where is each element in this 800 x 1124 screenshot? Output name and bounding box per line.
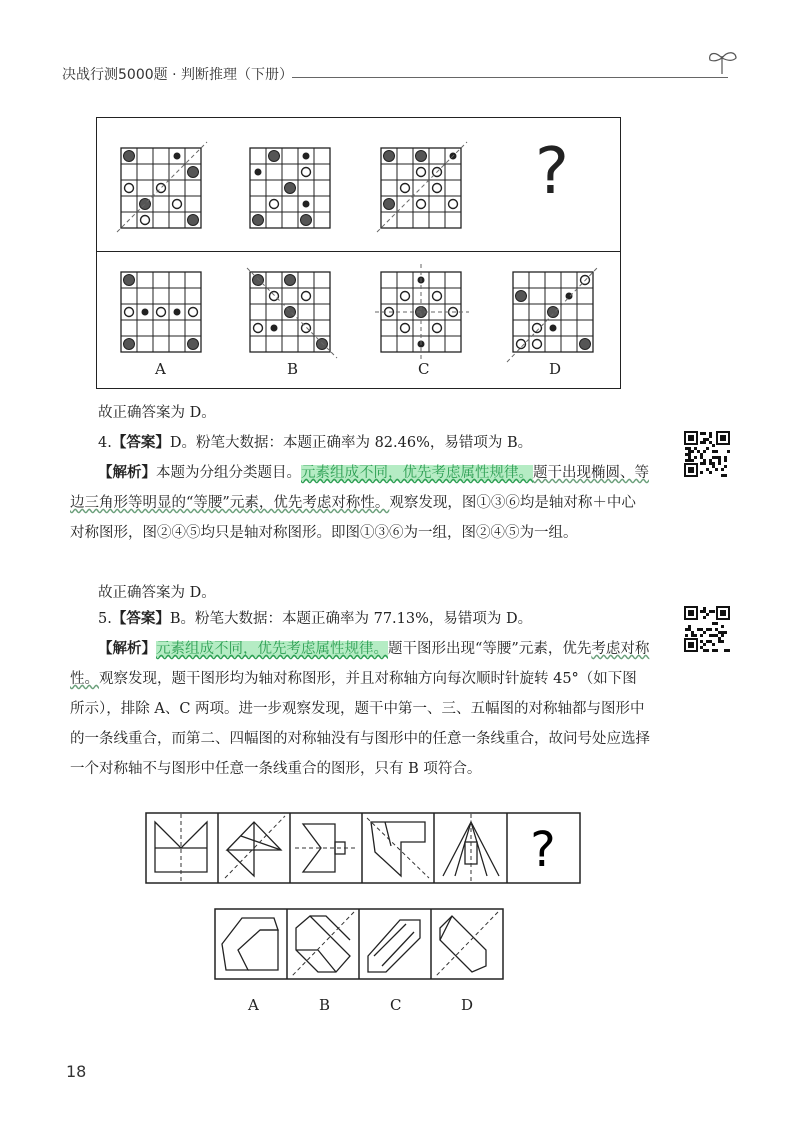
grid-figure bbox=[375, 264, 469, 360]
figure-question-3 bbox=[96, 117, 621, 389]
q4-analysis-3: 观察发现，图①③⑥均是轴对称＋中心对称图形，图②④⑤均只是轴对称图形。即图①③⑥为一组，图②④⑤为一组。 bbox=[70, 495, 636, 541]
q4-analysis-1: 本题为分组分类题目。 bbox=[156, 465, 301, 481]
header-rule bbox=[292, 77, 728, 78]
qr-code-icon[interactable] bbox=[683, 605, 731, 653]
question-mark: ? bbox=[535, 135, 569, 209]
grid-figure bbox=[117, 142, 207, 232]
q5-answer-tag: 【答案】 bbox=[111, 610, 170, 627]
qr-code-icon[interactable] bbox=[683, 430, 731, 478]
fig2-option-b: B bbox=[319, 996, 331, 1014]
fig2-option-d: D bbox=[461, 996, 474, 1014]
question-mark-2: ? bbox=[530, 822, 556, 878]
sprout-icon bbox=[704, 46, 744, 76]
q4-answer-tag: 【答案】 bbox=[111, 434, 170, 451]
figure-question-5-options bbox=[214, 908, 504, 980]
page-number: 18 bbox=[66, 1062, 87, 1081]
grid-figure bbox=[377, 142, 467, 232]
q5-answer-text: B。粉笔大数据：本题正确率为 77.13%，易错项为 D。 bbox=[169, 611, 533, 627]
q5-highlight: 元素组成不同，优先考虑属性规律。 bbox=[156, 641, 388, 657]
q4-answer bbox=[70, 428, 650, 458]
grid-figure bbox=[507, 268, 597, 362]
running-header: 决战行测5000题 · 判断推理（下册） bbox=[62, 67, 293, 83]
figure-divider bbox=[97, 251, 620, 252]
q4-answer-text: D。粉笔大数据：本题正确率为 82.46%，易错项为 B。 bbox=[169, 435, 533, 451]
option-label-c: C bbox=[418, 360, 430, 378]
option-label-b: B bbox=[287, 360, 299, 378]
q5-analysis-tag: 【解析】 bbox=[98, 640, 156, 657]
option-label-a: A bbox=[155, 360, 166, 378]
q4-conclusion: 故正确答案为 D。 bbox=[98, 585, 216, 601]
q5-analysis-1: 题干图形出现“等腰”元素，优先 bbox=[388, 641, 592, 657]
answer-3-conclusion: 故正确答案为 D。 bbox=[98, 405, 216, 421]
option-label-d: D bbox=[549, 360, 562, 378]
q4-analysis bbox=[70, 458, 650, 548]
q5-analysis bbox=[70, 634, 650, 784]
q5-analysis-3: 观察发现，题干图形均为轴对称图形，并且对称轴方向每次顺时针旋转 45°（如下图所示），排除 A、C 两项。进一步观察发现，题干中第一、三、五幅图的对称轴都与图形中的一条线重合，而第二、四幅图的对称轴没有与图形中的任意一条线重合，故问号处应选择一个对称轴不与图形中任意一条线重合的图形，只有 B 项符合。 bbox=[70, 671, 650, 777]
grid-figure bbox=[121, 272, 201, 352]
fig2-option-c: C bbox=[390, 996, 402, 1014]
grid-figure bbox=[250, 148, 330, 228]
grid-figure bbox=[247, 268, 337, 358]
q4-analysis-tag: 【解析】 bbox=[98, 464, 156, 481]
fig2-option-a: A bbox=[248, 996, 259, 1014]
q4-analysis-2: 题干出现椭圆、等边三角形等明显的“等腰”元素，优先考虑对称性。 bbox=[70, 465, 649, 511]
q5-answer bbox=[70, 604, 650, 634]
figure-question-5-stem bbox=[145, 812, 581, 884]
q4-highlight: 元素组成不同，优先考虑属性规律。 bbox=[301, 465, 533, 481]
q5-number: 5. bbox=[98, 611, 112, 627]
q4-number: 4. bbox=[98, 435, 112, 451]
q5-analysis-2: 考虑对称性。 bbox=[70, 641, 650, 687]
